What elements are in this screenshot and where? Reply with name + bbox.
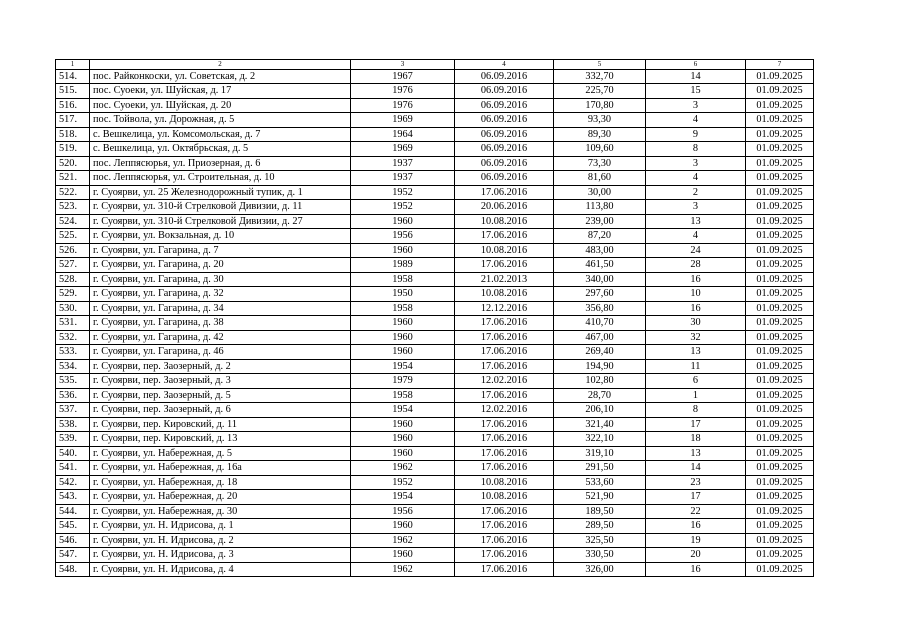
address-cell: г. Суоярви, ул. Набережная, д. 18 <box>90 475 351 490</box>
row-number: 540. <box>56 446 90 461</box>
count-cell: 4 <box>646 113 746 128</box>
column-number-3: 3 <box>351 60 455 70</box>
address-cell: с. Вешкелица, ул. Комсомольская, д. 7 <box>90 127 351 142</box>
count-cell: 10 <box>646 287 746 302</box>
address-cell: г. Суоярви, ул. 310-й Стрелковой Дивизии, д. 11 <box>90 200 351 215</box>
area-cell: 239,00 <box>554 214 646 229</box>
table-row <box>56 69 814 84</box>
address-cell: г. Суоярви, ул. Н. Идрисова, д. 1 <box>90 519 351 534</box>
row-number: 522. <box>56 185 90 200</box>
deadline-cell: 01.09.2025 <box>746 490 814 505</box>
area-cell: 109,60 <box>554 142 646 157</box>
row-number: 528. <box>56 272 90 287</box>
row-number: 538. <box>56 417 90 432</box>
area-cell: 30,00 <box>554 185 646 200</box>
row-number: 548. <box>56 562 90 577</box>
table-row <box>56 301 814 316</box>
count-cell: 19 <box>646 533 746 548</box>
row-number: 535. <box>56 374 90 389</box>
area-cell: 326,00 <box>554 562 646 577</box>
address-cell: с. Вешкелица, ул. Октябрьская, д. 5 <box>90 142 351 157</box>
table-row <box>56 562 814 577</box>
deadline-cell: 01.09.2025 <box>746 156 814 171</box>
count-cell: 16 <box>646 301 746 316</box>
area-cell: 89,30 <box>554 127 646 142</box>
count-cell: 20 <box>646 548 746 563</box>
area-cell: 325,50 <box>554 533 646 548</box>
deadline-cell: 01.09.2025 <box>746 562 814 577</box>
address-cell: г. Суоярви, ул. Гагарина, д. 42 <box>90 330 351 345</box>
address-cell: пос. Райконкоски, ул. Советская, д. 2 <box>90 69 351 84</box>
deadline-cell: 01.09.2025 <box>746 374 814 389</box>
date-cell: 06.09.2016 <box>455 84 554 99</box>
date-cell: 06.09.2016 <box>455 142 554 157</box>
count-cell: 22 <box>646 504 746 519</box>
area-cell: 206,10 <box>554 403 646 418</box>
row-number: 520. <box>56 156 90 171</box>
row-number: 542. <box>56 475 90 490</box>
deadline-cell: 01.09.2025 <box>746 69 814 84</box>
deadline-cell: 01.09.2025 <box>746 461 814 476</box>
deadline-cell: 01.09.2025 <box>746 229 814 244</box>
date-cell: 06.09.2016 <box>455 171 554 186</box>
table-row <box>56 374 814 389</box>
date-cell: 17.06.2016 <box>455 446 554 461</box>
deadline-cell: 01.09.2025 <box>746 403 814 418</box>
area-cell: 291,50 <box>554 461 646 476</box>
row-number: 519. <box>56 142 90 157</box>
area-cell: 194,90 <box>554 359 646 374</box>
area-cell: 269,40 <box>554 345 646 360</box>
count-cell: 13 <box>646 345 746 360</box>
table-row <box>56 272 814 287</box>
deadline-cell: 01.09.2025 <box>746 533 814 548</box>
deadline-cell: 01.09.2025 <box>746 446 814 461</box>
deadline-cell: 01.09.2025 <box>746 243 814 258</box>
row-number: 533. <box>56 345 90 360</box>
deadline-cell: 01.09.2025 <box>746 475 814 490</box>
address-cell: г. Суоярви, ул. Н. Идрисова, д. 2 <box>90 533 351 548</box>
row-number: 525. <box>56 229 90 244</box>
deadline-cell: 01.09.2025 <box>746 417 814 432</box>
address-cell: пос. Суоеки, ул. Шуйская, д. 20 <box>90 98 351 113</box>
deadline-cell: 01.09.2025 <box>746 142 814 157</box>
area-cell: 297,60 <box>554 287 646 302</box>
count-cell: 4 <box>646 229 746 244</box>
date-cell: 17.06.2016 <box>455 258 554 273</box>
area-cell: 321,40 <box>554 417 646 432</box>
deadline-cell: 01.09.2025 <box>746 214 814 229</box>
date-cell: 17.06.2016 <box>455 330 554 345</box>
deadline-cell: 01.09.2025 <box>746 258 814 273</box>
date-cell: 17.06.2016 <box>455 548 554 563</box>
deadline-cell: 01.09.2025 <box>746 200 814 215</box>
count-cell: 16 <box>646 562 746 577</box>
row-number: 543. <box>56 490 90 505</box>
table-row <box>56 243 814 258</box>
address-cell: г. Суоярви, ул. 25 Железнодорожный тупик, д. 1 <box>90 185 351 200</box>
address-cell: г. Суоярви, ул. Гагарина, д. 7 <box>90 243 351 258</box>
date-cell: 06.09.2016 <box>455 127 554 142</box>
year-cell: 1954 <box>351 359 455 374</box>
date-cell: 17.06.2016 <box>455 533 554 548</box>
address-cell: г. Суоярви, ул. 310-й Стрелковой Дивизии, д. 27 <box>90 214 351 229</box>
area-cell: 189,50 <box>554 504 646 519</box>
count-cell: 4 <box>646 171 746 186</box>
table-row <box>56 504 814 519</box>
count-cell: 6 <box>646 374 746 389</box>
register-table <box>55 59 814 577</box>
row-number: 529. <box>56 287 90 302</box>
address-cell: г. Суоярви, ул. Гагарина, д. 32 <box>90 287 351 302</box>
address-cell: г. Суоярви, ул. Набережная, д. 30 <box>90 504 351 519</box>
table-row <box>56 258 814 273</box>
row-number: 526. <box>56 243 90 258</box>
deadline-cell: 01.09.2025 <box>746 504 814 519</box>
area-cell: 521,90 <box>554 490 646 505</box>
count-cell: 13 <box>646 214 746 229</box>
row-number: 541. <box>56 461 90 476</box>
table-row <box>56 287 814 302</box>
area-cell: 483,00 <box>554 243 646 258</box>
address-cell: пос. Леппясюрья, ул. Строительная, д. 10 <box>90 171 351 186</box>
address-cell: г. Суоярви, ул. Гагарина, д. 20 <box>90 258 351 273</box>
deadline-cell: 01.09.2025 <box>746 98 814 113</box>
date-cell: 10.08.2016 <box>455 490 554 505</box>
row-number: 536. <box>56 388 90 403</box>
date-cell: 21.02.2013 <box>455 272 554 287</box>
area-cell: 533,60 <box>554 475 646 490</box>
row-number: 517. <box>56 113 90 128</box>
row-number: 532. <box>56 330 90 345</box>
column-number-6: 6 <box>646 60 746 70</box>
year-cell: 1956 <box>351 229 455 244</box>
deadline-cell: 01.09.2025 <box>746 301 814 316</box>
year-cell: 1960 <box>351 548 455 563</box>
address-cell: г. Суоярви, пер. Заозерный, д. 3 <box>90 374 351 389</box>
date-cell: 17.06.2016 <box>455 461 554 476</box>
area-cell: 332,70 <box>554 69 646 84</box>
count-cell: 18 <box>646 432 746 447</box>
deadline-cell: 01.09.2025 <box>746 127 814 142</box>
count-cell: 16 <box>646 272 746 287</box>
year-cell: 1937 <box>351 171 455 186</box>
area-cell: 322,10 <box>554 432 646 447</box>
year-cell: 1954 <box>351 490 455 505</box>
area-cell: 467,00 <box>554 330 646 345</box>
column-number-4: 4 <box>455 60 554 70</box>
count-cell: 3 <box>646 200 746 215</box>
address-cell: г. Суоярви, ул. Набережная, д. 5 <box>90 446 351 461</box>
year-cell: 1969 <box>351 113 455 128</box>
table-row <box>56 316 814 331</box>
year-cell: 1952 <box>351 200 455 215</box>
date-cell: 20.06.2016 <box>455 200 554 215</box>
table-row <box>56 98 814 113</box>
area-cell: 102,80 <box>554 374 646 389</box>
area-cell: 28,70 <box>554 388 646 403</box>
deadline-cell: 01.09.2025 <box>746 316 814 331</box>
area-cell: 81,60 <box>554 171 646 186</box>
column-number-7: 7 <box>746 60 814 70</box>
address-cell: г. Суоярви, пер. Заозерный, д. 2 <box>90 359 351 374</box>
column-number-row <box>56 60 814 70</box>
date-cell: 17.06.2016 <box>455 504 554 519</box>
year-cell: 1960 <box>351 330 455 345</box>
date-cell: 17.06.2016 <box>455 359 554 374</box>
date-cell: 06.09.2016 <box>455 69 554 84</box>
year-cell: 1954 <box>351 403 455 418</box>
year-cell: 1956 <box>351 504 455 519</box>
address-cell: г. Суоярви, ул. Гагарина, д. 34 <box>90 301 351 316</box>
deadline-cell: 01.09.2025 <box>746 113 814 128</box>
year-cell: 1962 <box>351 461 455 476</box>
date-cell: 17.06.2016 <box>455 388 554 403</box>
deadline-cell: 01.09.2025 <box>746 287 814 302</box>
date-cell: 17.06.2016 <box>455 417 554 432</box>
year-cell: 1969 <box>351 142 455 157</box>
table-row <box>56 475 814 490</box>
deadline-cell: 01.09.2025 <box>746 330 814 345</box>
row-number: 539. <box>56 432 90 447</box>
row-number: 518. <box>56 127 90 142</box>
table-row <box>56 548 814 563</box>
table-row <box>56 519 814 534</box>
column-number-1: 1 <box>56 60 90 70</box>
row-number: 544. <box>56 504 90 519</box>
year-cell: 1960 <box>351 345 455 360</box>
table-row <box>56 417 814 432</box>
table-row <box>56 533 814 548</box>
table-row <box>56 200 814 215</box>
column-number-2: 2 <box>90 60 351 70</box>
area-cell: 113,80 <box>554 200 646 215</box>
table-row <box>56 330 814 345</box>
count-cell: 23 <box>646 475 746 490</box>
year-cell: 1950 <box>351 287 455 302</box>
year-cell: 1979 <box>351 374 455 389</box>
address-cell: г. Суоярви, ул. Гагарина, д. 46 <box>90 345 351 360</box>
date-cell: 12.02.2016 <box>455 374 554 389</box>
deadline-cell: 01.09.2025 <box>746 359 814 374</box>
year-cell: 1960 <box>351 214 455 229</box>
count-cell: 3 <box>646 156 746 171</box>
area-cell: 319,10 <box>554 446 646 461</box>
table-row <box>56 490 814 505</box>
count-cell: 32 <box>646 330 746 345</box>
row-number: 530. <box>56 301 90 316</box>
date-cell: 17.06.2016 <box>455 519 554 534</box>
area-cell: 170,80 <box>554 98 646 113</box>
count-cell: 30 <box>646 316 746 331</box>
area-cell: 461,50 <box>554 258 646 273</box>
row-number: 514. <box>56 69 90 84</box>
deadline-cell: 01.09.2025 <box>746 171 814 186</box>
table-row <box>56 446 814 461</box>
table-row <box>56 156 814 171</box>
count-cell: 8 <box>646 403 746 418</box>
address-cell: г. Суоярви, пер. Заозерный, д. 5 <box>90 388 351 403</box>
row-number: 523. <box>56 200 90 215</box>
column-number-5: 5 <box>554 60 646 70</box>
date-cell: 17.06.2016 <box>455 345 554 360</box>
year-cell: 1958 <box>351 272 455 287</box>
count-cell: 15 <box>646 84 746 99</box>
address-cell: г. Суоярви, ул. Н. Идрисова, д. 3 <box>90 548 351 563</box>
table-row <box>56 432 814 447</box>
deadline-cell: 01.09.2025 <box>746 519 814 534</box>
count-cell: 11 <box>646 359 746 374</box>
address-cell: г. Суоярви, пер. Заозерный, д. 6 <box>90 403 351 418</box>
year-cell: 1960 <box>351 417 455 432</box>
date-cell: 12.12.2016 <box>455 301 554 316</box>
year-cell: 1989 <box>351 258 455 273</box>
area-cell: 87,20 <box>554 229 646 244</box>
address-cell: г. Суоярви, пер. Кировский, д. 13 <box>90 432 351 447</box>
count-cell: 17 <box>646 417 746 432</box>
year-cell: 1958 <box>351 301 455 316</box>
row-number: 531. <box>56 316 90 331</box>
address-cell: г. Суоярви, ул. Набережная, д. 20 <box>90 490 351 505</box>
address-cell: г. Суоярви, пер. Кировский, д. 11 <box>90 417 351 432</box>
year-cell: 1952 <box>351 185 455 200</box>
area-cell: 93,30 <box>554 113 646 128</box>
year-cell: 1937 <box>351 156 455 171</box>
area-cell: 289,50 <box>554 519 646 534</box>
year-cell: 1964 <box>351 127 455 142</box>
count-cell: 2 <box>646 185 746 200</box>
year-cell: 1960 <box>351 316 455 331</box>
area-cell: 340,00 <box>554 272 646 287</box>
count-cell: 14 <box>646 69 746 84</box>
date-cell: 06.09.2016 <box>455 98 554 113</box>
year-cell: 1960 <box>351 432 455 447</box>
year-cell: 1960 <box>351 243 455 258</box>
table-row <box>56 388 814 403</box>
row-number: 546. <box>56 533 90 548</box>
table-row <box>56 461 814 476</box>
table-row <box>56 359 814 374</box>
date-cell: 17.06.2016 <box>455 432 554 447</box>
count-cell: 9 <box>646 127 746 142</box>
year-cell: 1976 <box>351 84 455 99</box>
deadline-cell: 01.09.2025 <box>746 432 814 447</box>
date-cell: 17.06.2016 <box>455 316 554 331</box>
address-cell: пос. Суоеки, ул. Шуйская, д. 17 <box>90 84 351 99</box>
address-cell: г. Суоярви, ул. Набережная, д. 16а <box>90 461 351 476</box>
address-cell: пос. Леппясюрья, ул. Приозерная, д. 6 <box>90 156 351 171</box>
count-cell: 16 <box>646 519 746 534</box>
year-cell: 1976 <box>351 98 455 113</box>
row-number: 545. <box>56 519 90 534</box>
address-cell: г. Суоярви, ул. Гагарина, д. 38 <box>90 316 351 331</box>
date-cell: 10.08.2016 <box>455 475 554 490</box>
area-cell: 356,80 <box>554 301 646 316</box>
table-row <box>56 345 814 360</box>
year-cell: 1952 <box>351 475 455 490</box>
date-cell: 06.09.2016 <box>455 113 554 128</box>
date-cell: 17.06.2016 <box>455 229 554 244</box>
year-cell: 1960 <box>351 446 455 461</box>
row-number: 524. <box>56 214 90 229</box>
register-table-body <box>56 60 814 577</box>
year-cell: 1960 <box>351 519 455 534</box>
table-row <box>56 113 814 128</box>
date-cell: 10.08.2016 <box>455 243 554 258</box>
row-number: 527. <box>56 258 90 273</box>
table-row <box>56 214 814 229</box>
deadline-cell: 01.09.2025 <box>746 345 814 360</box>
area-cell: 330,50 <box>554 548 646 563</box>
count-cell: 1 <box>646 388 746 403</box>
count-cell: 13 <box>646 446 746 461</box>
count-cell: 8 <box>646 142 746 157</box>
area-cell: 73,30 <box>554 156 646 171</box>
date-cell: 10.08.2016 <box>455 287 554 302</box>
table-row <box>56 229 814 244</box>
area-cell: 410,70 <box>554 316 646 331</box>
date-cell: 10.08.2016 <box>455 214 554 229</box>
count-cell: 3 <box>646 98 746 113</box>
row-number: 534. <box>56 359 90 374</box>
date-cell: 17.06.2016 <box>455 185 554 200</box>
count-cell: 14 <box>646 461 746 476</box>
year-cell: 1962 <box>351 562 455 577</box>
year-cell: 1962 <box>351 533 455 548</box>
table-row <box>56 127 814 142</box>
date-cell: 06.09.2016 <box>455 156 554 171</box>
count-cell: 24 <box>646 243 746 258</box>
address-cell: г. Суоярви, ул. Н. Идрисова, д. 4 <box>90 562 351 577</box>
address-cell: пос. Тойвола, ул. Дорожная, д. 5 <box>90 113 351 128</box>
deadline-cell: 01.09.2025 <box>746 185 814 200</box>
table-row <box>56 142 814 157</box>
table-row <box>56 84 814 99</box>
deadline-cell: 01.09.2025 <box>746 272 814 287</box>
row-number: 516. <box>56 98 90 113</box>
year-cell: 1958 <box>351 388 455 403</box>
row-number: 515. <box>56 84 90 99</box>
deadline-cell: 01.09.2025 <box>746 84 814 99</box>
date-cell: 12.02.2016 <box>455 403 554 418</box>
year-cell: 1967 <box>351 69 455 84</box>
table-row <box>56 171 814 186</box>
date-cell: 17.06.2016 <box>455 562 554 577</box>
area-cell: 225,70 <box>554 84 646 99</box>
count-cell: 17 <box>646 490 746 505</box>
row-number: 537. <box>56 403 90 418</box>
address-cell: г. Суоярви, ул. Гагарина, д. 30 <box>90 272 351 287</box>
row-number: 521. <box>56 171 90 186</box>
table-row <box>56 185 814 200</box>
deadline-cell: 01.09.2025 <box>746 388 814 403</box>
table-row <box>56 403 814 418</box>
row-number: 547. <box>56 548 90 563</box>
count-cell: 28 <box>646 258 746 273</box>
deadline-cell: 01.09.2025 <box>746 548 814 563</box>
address-cell: г. Суоярви, ул. Вокзальная, д. 10 <box>90 229 351 244</box>
